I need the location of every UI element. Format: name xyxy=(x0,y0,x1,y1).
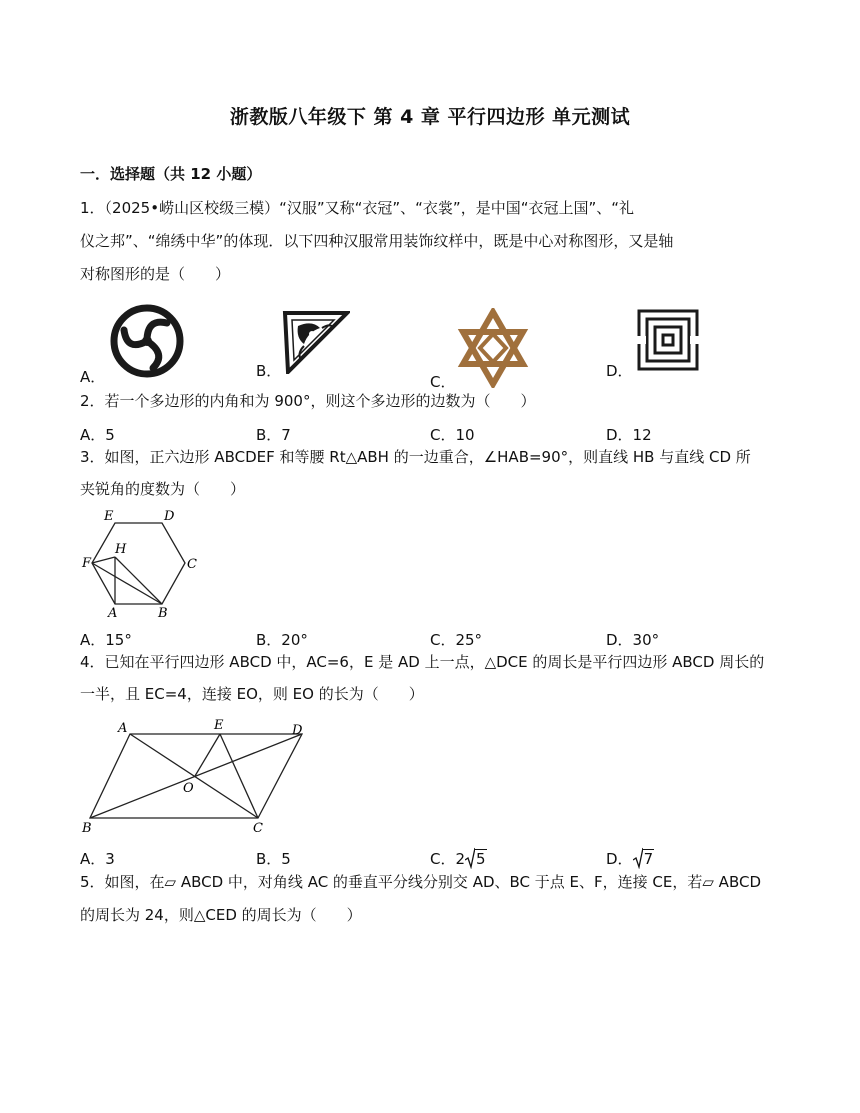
q1-line-1: 1．（2025•崂山区校级三模）“汉服”又称“衣冠”、“衣裳”，是中国“衣冠上国”、“礼 xyxy=(80,199,635,217)
q2-option-c[interactable]: C．10 xyxy=(430,426,475,444)
square-fret-pattern-image xyxy=(636,308,700,372)
q3-option-b[interactable]: B．20° xyxy=(256,631,308,649)
q3-line-1: 3．如图，正六边形 ABCDEF 和等腰 Rt△ABH 的一边重合，∠HAB=90°，则直线 HB 与直线 CD 所 xyxy=(80,448,751,466)
hexagon-figure xyxy=(78,506,208,620)
parallelogram-figure xyxy=(78,714,318,838)
sqrt-symbol xyxy=(633,849,655,869)
q3-line-2: 夹锐角的度数为（ ） xyxy=(80,480,246,498)
q1-option-a[interactable]: A． xyxy=(80,368,106,386)
q4-option-b[interactable]: B．5 xyxy=(256,850,291,868)
sqrt-symbol xyxy=(465,849,487,869)
q3-option-d[interactable]: D．30° xyxy=(606,631,660,649)
para-label-c: C xyxy=(253,821,263,836)
hex-label-h: H xyxy=(115,542,127,557)
para-label-o: O xyxy=(183,781,194,796)
q4-option-d-prefix: D． xyxy=(606,850,633,868)
q4-option-d-radicand: 7 xyxy=(643,850,654,868)
para-label-a: A xyxy=(118,721,128,736)
q1-option-b[interactable]: B． xyxy=(256,362,282,380)
q1-line-2: 仪之邦”、“绵绣中华”的体现．以下四种汉服常用装饰纹样中，既是中心对称图形，又是轴 xyxy=(80,232,674,250)
swirl-pattern-image xyxy=(108,302,186,380)
para-label-e: E xyxy=(214,718,224,733)
q4-option-d[interactable] xyxy=(606,849,654,869)
hexagram-pattern-image xyxy=(456,308,530,388)
q2-text: 2．若一个多边形的内角和为 900°，则这个多边形的边数为（ ） xyxy=(80,392,536,410)
q2-option-a[interactable]: A．5 xyxy=(80,426,115,444)
hex-label-f: F xyxy=(82,556,92,571)
para-label-d: D xyxy=(292,723,303,738)
q4-line-1: 4．已知在平行四边形 ABCD 中，AC=6，E 是 AD 上一点，△DCE 的周长是平行四边形 ABCD 周长的 xyxy=(80,653,765,671)
hex-label-a: A xyxy=(108,606,118,620)
q2-option-b[interactable]: B．7 xyxy=(256,426,291,444)
q1-option-d[interactable]: D． xyxy=(606,362,633,380)
hex-label-d: D xyxy=(164,509,175,524)
q4-option-a[interactable]: A．3 xyxy=(80,850,115,868)
hex-label-c: C xyxy=(187,557,197,572)
q4-option-c-radicand: 5 xyxy=(476,850,486,868)
page-title: 浙教版八年级下 第 4 章 平行四边形 单元测试 xyxy=(229,106,631,128)
hex-label-b: B xyxy=(158,606,168,620)
q3-option-a[interactable]: A．15° xyxy=(80,631,132,649)
q3-option-c[interactable]: C．25° xyxy=(430,631,483,649)
q4-option-c[interactable] xyxy=(430,849,487,869)
q5-line-1: 5．如图，在▱ ABCD 中，对角线 AC 的垂直平分线分别交 AD、BC 于点 E、F，连接 CE，若▱ ABCD xyxy=(80,873,761,891)
q2-option-d[interactable]: D．12 xyxy=(606,426,652,444)
q1-option-c[interactable]: C． xyxy=(430,373,456,391)
section-heading: 一．选择题（共 12 小题） xyxy=(80,165,262,183)
q4-line-2: 一半，且 EC=4，连接 EO，则 EO 的长为（ ） xyxy=(80,685,424,703)
q5-line-2: 的周长为 24，则△CED 的周长为（ ） xyxy=(80,906,362,924)
q1-line-3: 对称图形的是（ ） xyxy=(80,265,231,283)
hex-label-e: E xyxy=(104,509,114,524)
corner-floral-image xyxy=(282,310,350,374)
para-label-b: B xyxy=(82,821,92,836)
q4-option-c-prefix: C．2 xyxy=(430,850,466,868)
